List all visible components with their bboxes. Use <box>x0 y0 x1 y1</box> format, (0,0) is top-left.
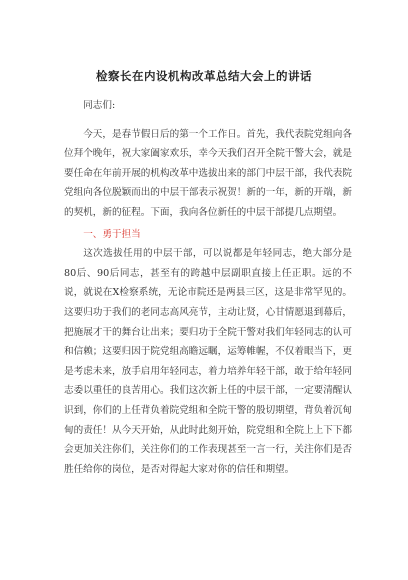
section-paragraph: 这次选拔任用的中层干部，可以说都是年轻同志，绝大部分是80后、90后同志，甚至有的跨越中层副职直接上任正职。远的不说，就说在X检察系统，无论市院还是两县三区，这是非常罕见的。这要归功于我们的老同志高风亮节，主动让贤，心甘情愿退到幕后，把施展才干的舞台让出来；要归功于全院干警对我们年轻同志的认可和信赖；这要归因于院党组高瞻远瞩，运筹帷幄，不仅着眼当下，更是考虑未来，放手启用年轻同志，着力培养年轻干部，敢于给年轻同志委以重任的良苦用心。我们这次新上任的中层干部，一定要清醒认识到，你们的上任背负着院党组和全院干警的殷切期望，背负着沉甸甸的责任！从今天开始，从此时此刻开始，院党组和全院上上下下都会更加关注你们，关注你们的工作表现甚至一言一行，关注你们是否胜任给你的岗位，是否对得起大家对你的信任和期望。 <box>64 248 352 475</box>
opening-paragraph: 今天，是春节假日后的第一个工作日。首先，我代表院党组向各位拜个晚年，祝大家阖家欢乐，幸今天我们召开全院干警大会，就是要任命在年前开展的机构改革中选拔出来的部门中层干部，我代表院党组向各位脱颖而出的中层干部表示祝贺！新的一年，新的开端，新的契机，新的征程。下面，我向各位新任的中层干部提几点期望。 <box>64 128 352 218</box>
section-heading: 一、勇于担当 <box>83 228 141 240</box>
document-body <box>64 96 352 479</box>
greeting: 同志们: <box>83 100 116 111</box>
document-title: 检察长在内设机构改革总结大会上的讲话 <box>96 69 312 83</box>
